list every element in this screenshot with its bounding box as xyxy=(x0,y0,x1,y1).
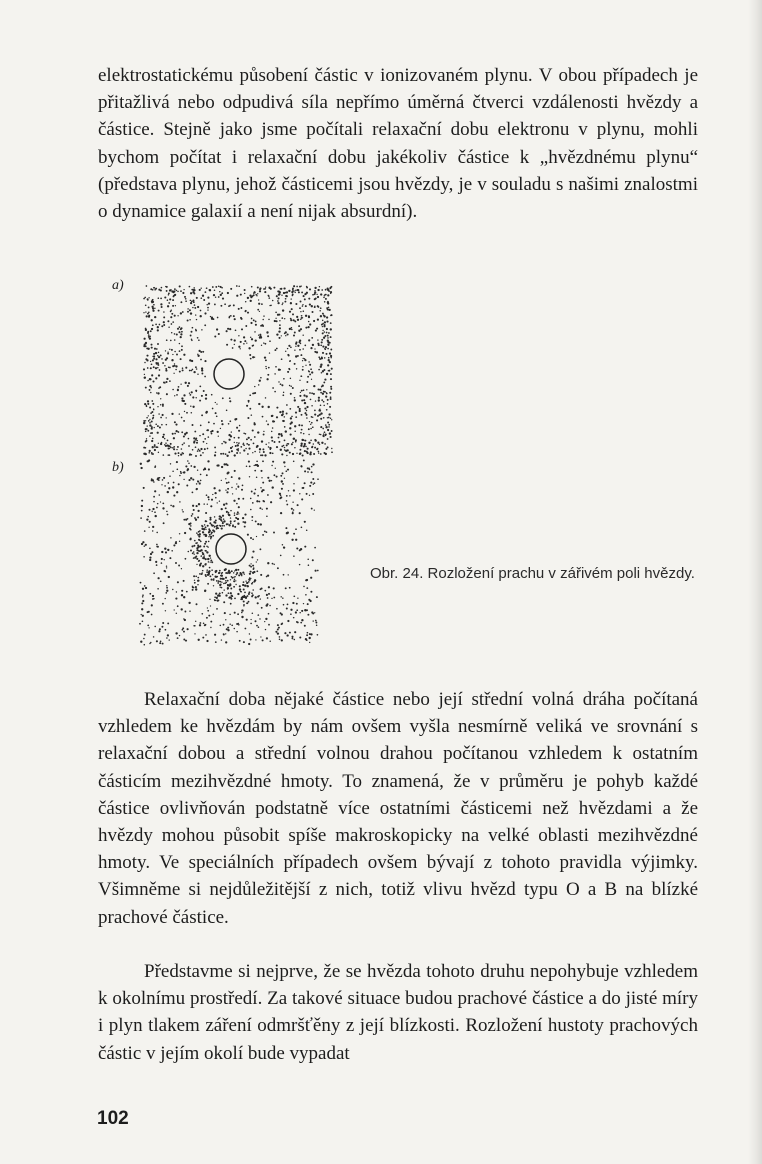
dust-field-a xyxy=(143,285,333,457)
page-number: 102 xyxy=(97,1108,129,1129)
star-b xyxy=(216,534,246,564)
panel-label-a: a) xyxy=(112,278,124,293)
panel-label-b: b) xyxy=(112,460,124,475)
figure-drawing xyxy=(100,272,350,672)
figure-caption: Obr. 24. Rozložení prachu v zářivém poli hvězdy. xyxy=(370,565,695,582)
star-a xyxy=(214,359,244,389)
dust-field-b xyxy=(139,459,319,645)
paragraph-3: Představme si nejprve, že se hvězda tohoto druhu nepohybuje vzhledem k okolnímu prostředí. Za takové situace budou prachové částice a do jisté míry i plyn tlakem záření odmršťěny z její blízkosti. Rozložení hustoty prachových částic v jejím okolí bude vypadat xyxy=(98,961,698,1064)
figure-dust-distribution xyxy=(100,272,350,672)
paragraph-2: Relaxační doba nějaké částice nebo její střední volná dráha počítaná vzhledem ke hvězdám by nám ovšem vyšla nesmírně veliká ve srovnání s relaxační dobou a střední volnou drahou počítanou vzhledem k ostatním částicím mezihvězdné hmoty. To znamená, že v průměru je pohyb každé částice ovlivňován podstatně více ostatními částicemi než hvězdami a že hvězdy mohou působit spíše makroskopicky na velké oblasti mezihvězdné hmoty. Ve speciálních případech ovšem bývají z tohoto pravidla výjimky. Všimněme si nejdůležitější z nich, totiž vlivu hvězd typu O a B na blízké prachové částice. xyxy=(98,689,698,928)
page-edge-shadow xyxy=(748,0,762,1164)
paragraph-1: elektrostatickému působení částic v ionizovaném plynu. V obou případech je přitažlivá nebo odpudivá síla nepřímo úměrná čtverci vzdálenosti hvězdy a částice. Stejně jako jsme počítali relaxační dobu elektronu v plynu, mohli bychom počítat i relaxační dobu jakékoliv částice k „hvězdnému plynu“ (představa plynu, jehož částicemi jsou hvězdy, je v souladu s našimi znalostmi o dynamice galaxií a není nijak absurdní). xyxy=(98,65,698,223)
